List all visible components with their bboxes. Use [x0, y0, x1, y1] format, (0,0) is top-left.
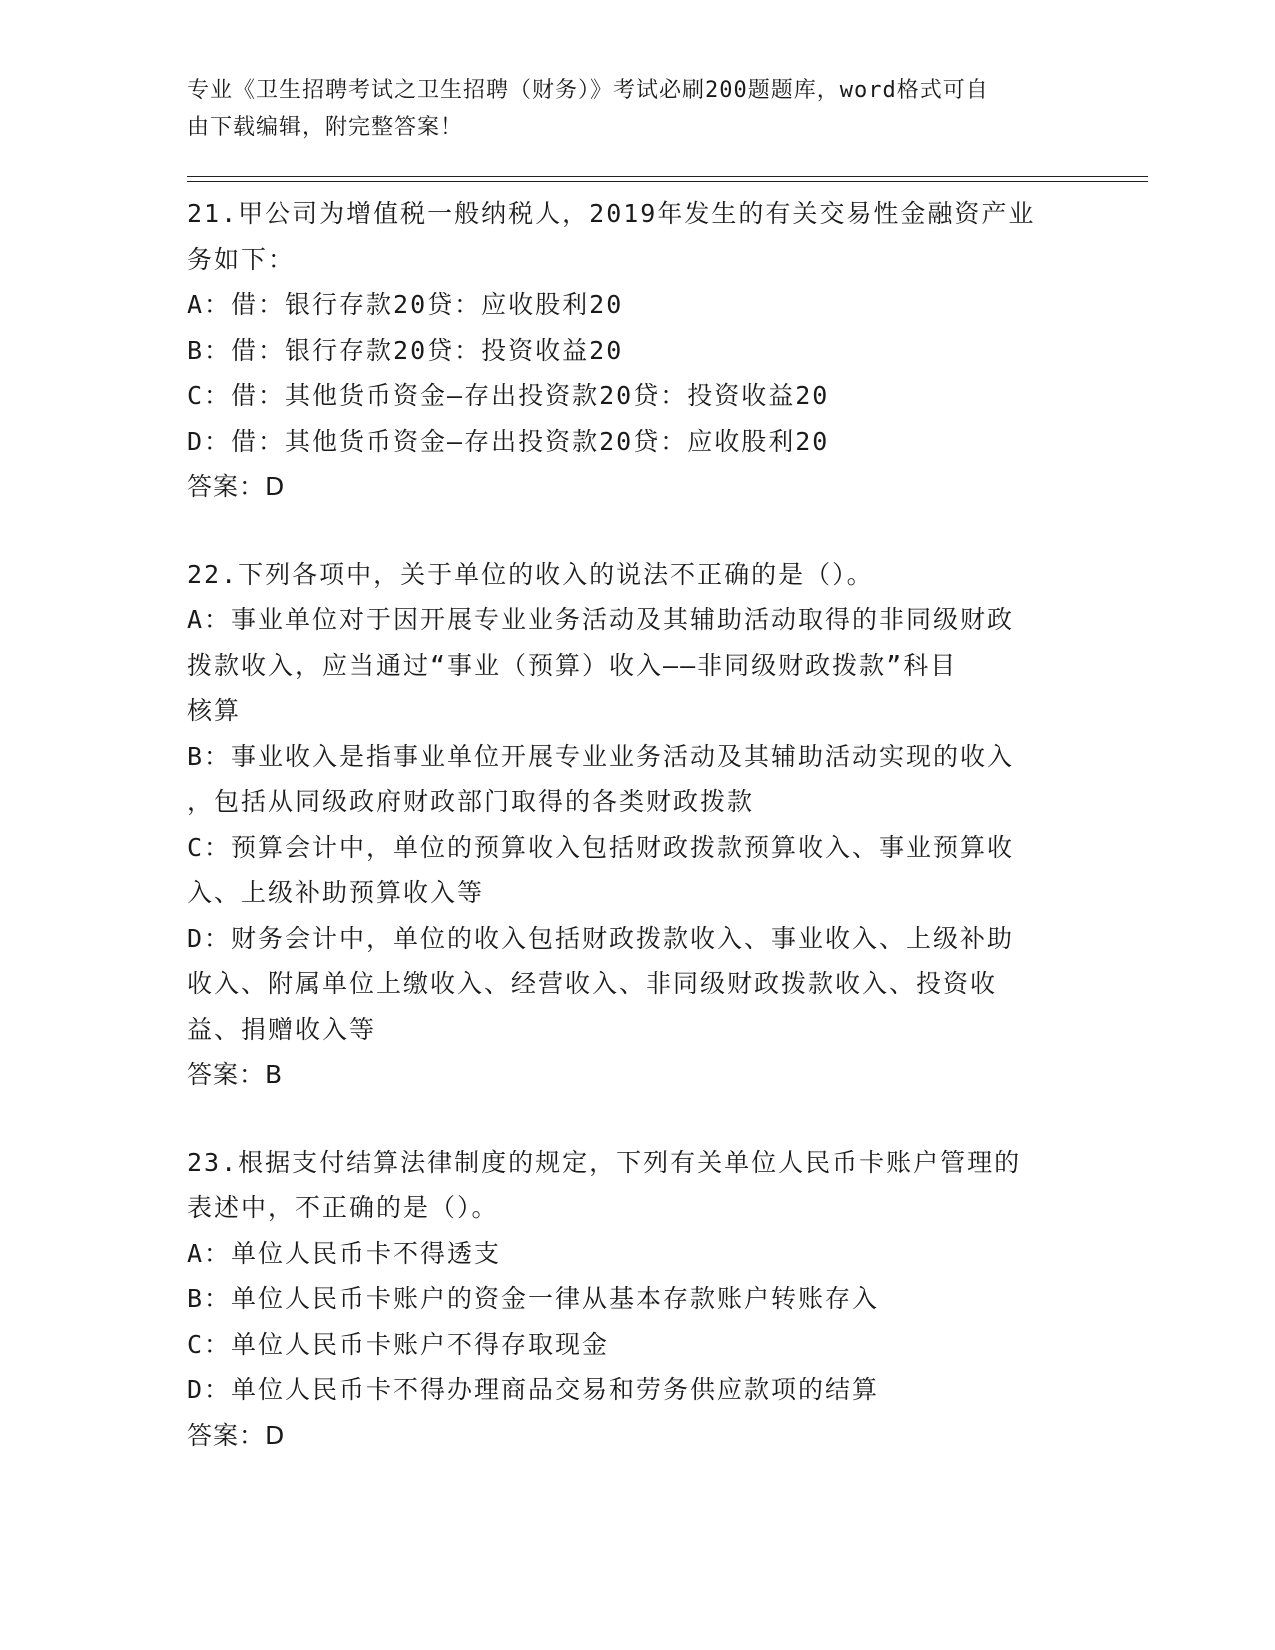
- option-c: C：单位人民币卡账户不得存取现金: [187, 1329, 610, 1359]
- option-line: C：预算会计中，单位的预算收入包括财政拨款预算收入、事业预算收: [187, 832, 1015, 862]
- option-line: 收入、附属单位上缴收入、经营收入、非同级财政拨款收入、投资收: [187, 969, 998, 998]
- option-a: A：单位人民币卡不得透支: [187, 1238, 502, 1268]
- option-line: 拨款收入，应当通过“事业（预算）收入——非同级财政拨款”科目: [187, 650, 958, 680]
- answer-line: 答案：B: [187, 1060, 284, 1089]
- question-text-line: 23.根据支付结算法律制度的规定，下列有关单位人民币卡账户管理的: [187, 1147, 1022, 1177]
- question-list: [187, 191, 1087, 1458]
- option-line: ，包括从同级政府财政部门取得的各类财政拨款: [187, 787, 755, 816]
- option-d: [187, 916, 1087, 1053]
- answer-line: 答案：D: [187, 1420, 286, 1450]
- option-a: [187, 597, 1087, 734]
- option-line: D：财务会计中，单位的收入包括财政拨款收入、事业收入、上级补助: [187, 923, 1015, 953]
- option-b: B：单位人民币卡账户的资金一律从基本存款账户转账存入: [187, 1284, 880, 1313]
- header-line-1: 专业《卫生招聘考试之卫生招聘（财务）》考试必刷200题题库，word格式可自: [187, 78, 989, 103]
- option-d: D：单位人民币卡不得办理商品交易和劳务供应款项的结算: [187, 1375, 880, 1404]
- question-text-line: 务如下：: [187, 244, 296, 274]
- option-b: [187, 734, 1087, 825]
- question-text-line: 22.下列各项中，关于单位的收入的说法不正确的是（）。: [187, 559, 874, 589]
- option-c: C：借：其他货币资金—存出投资款20贷：投资收益20: [187, 381, 830, 410]
- option-line: 益、捐赠收入等: [187, 1014, 377, 1044]
- option-line: 核算: [187, 696, 242, 725]
- question-22: [187, 552, 1087, 1098]
- question-text-line: 21.甲公司为增值税一般纳税人，2019年发生的有关交易性金融资产业: [187, 199, 1036, 228]
- header-divider: [187, 176, 1148, 182]
- answer-line: 答案：D: [187, 472, 286, 501]
- option-b: B：借：银行存款20贷：投资收益20: [187, 335, 624, 365]
- option-line: A：事业单位对于因开展专业业务活动及其辅助活动取得的非同级财政: [187, 605, 1015, 634]
- document-header: [187, 72, 1067, 146]
- option-line: 入、上级补助预算收入等: [187, 878, 485, 907]
- header-line-2: 由下载编辑，附完整答案！: [187, 115, 464, 140]
- option-c: [187, 825, 1087, 916]
- question-text-line: 表述中，不正确的是（）。: [187, 1193, 499, 1222]
- option-line: B：事业收入是指事业单位开展专业业务活动及其辅助活动实现的收入: [187, 741, 1015, 771]
- option-a: A：借：银行存款20贷：应收股利20: [187, 290, 624, 319]
- question-23: [187, 1140, 1087, 1459]
- option-d: D：借：其他货币资金—存出投资款20贷：应收股利20: [187, 426, 830, 456]
- question-21: [187, 191, 1087, 510]
